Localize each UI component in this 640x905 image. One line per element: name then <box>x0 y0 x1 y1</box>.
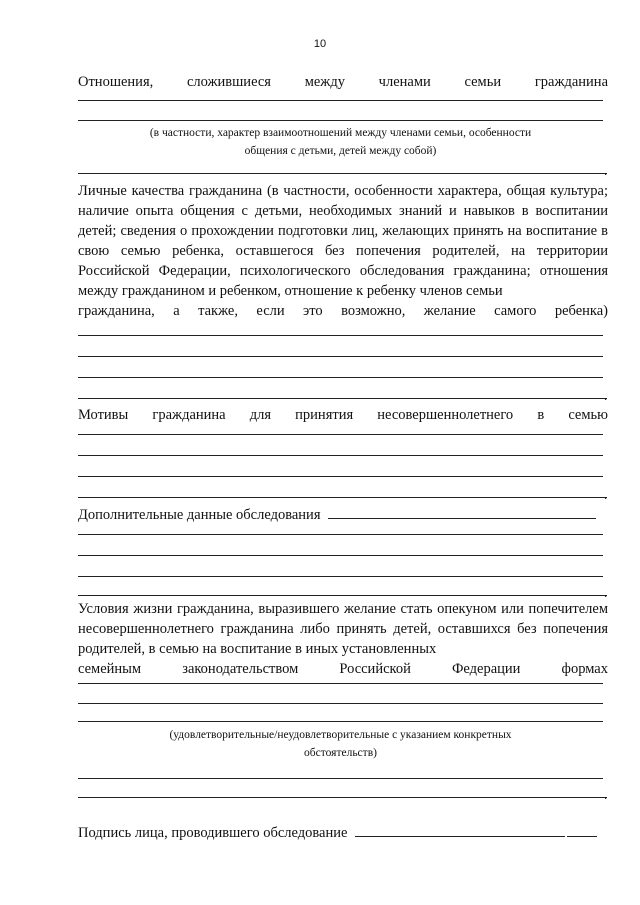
conditions-input-line-3[interactable] <box>78 721 603 722</box>
personal-input-line-3[interactable] <box>78 377 603 378</box>
motives-label: Мотивы гражданина для принятия несовершеннолетнего в семью <box>78 407 608 423</box>
personal-input-line-1[interactable] <box>78 335 603 336</box>
relations-input-line-3[interactable] <box>78 173 607 174</box>
additional-input-line-2[interactable] <box>78 555 603 556</box>
relations-label: Отношения, сложившиеся между членами семьи гражданина <box>78 74 608 90</box>
relations-input-line-1[interactable] <box>78 100 603 101</box>
relations-note-line-2: общения с детьми, детей между собой) <box>244 145 437 157</box>
conditions-text-last: семейным законодательством Российской Федерации формах <box>78 661 608 677</box>
signature-input-line-tail[interactable] <box>567 822 597 837</box>
personal-qualities-text-last: гражданина, а также, если это возможно, желание самого ребенка) <box>78 303 608 319</box>
motives-input-line-2[interactable] <box>78 455 603 456</box>
additional-input-line-3[interactable] <box>78 576 603 577</box>
relations-note <box>78 124 603 160</box>
conditions-paragraph <box>78 599 608 679</box>
conditions-note-line-2: обстоятельств) <box>304 747 377 759</box>
relations-input-line-2[interactable] <box>78 120 603 121</box>
line-end-period: . <box>604 787 608 802</box>
line-end-period: . <box>604 163 608 178</box>
personal-input-line-4[interactable] <box>78 398 607 399</box>
signature-label: Подпись лица, проводившего обследование <box>78 825 348 841</box>
additional-input-line-1[interactable] <box>78 534 603 535</box>
line-end-period: . <box>604 487 608 502</box>
signature-row <box>78 822 597 843</box>
conditions-input-line-5[interactable] <box>78 797 607 798</box>
conditions-input-line-1[interactable] <box>78 683 603 684</box>
conditions-note-line-1: (удовлетворительные/неудовлетворительные с указанием конкретных <box>169 729 512 741</box>
additional-label: Дополнительные данные обследования <box>78 507 321 523</box>
conditions-input-line-4[interactable] <box>78 778 603 779</box>
conditions-note <box>78 726 603 762</box>
motives-input-line-3[interactable] <box>78 476 603 477</box>
signature-input-line[interactable] <box>355 822 565 837</box>
personal-qualities-text: Личные качества гражданина (в частности, особенности характера, общая культура; наличие опыта общения с детьми, необходимых знаний и навыков в воспитании детей; сведения о прохождении подготовки лиц, желающих принять на воспитание в свою семью ребенка, оставшегося без попечения родителей, на территории Российской Федерации, психологического обследования гражданина; отношения между гражданином и ребенком, отношение к ребенку членов семьи <box>78 183 608 299</box>
additional-input-inline[interactable] <box>328 504 596 519</box>
additional-row <box>78 504 613 525</box>
page-number: 10 <box>313 38 327 50</box>
additional-input-line-4[interactable] <box>78 595 607 596</box>
personal-input-line-2[interactable] <box>78 356 603 357</box>
conditions-text: Условия жизни гражданина, выразившего желание стать опекуном или попечителем несовершеннолетнего гражданина либо принять детей, оставшихся без попечения родителей, в семью на воспитание в иных установленных <box>78 601 608 657</box>
motives-input-line-1[interactable] <box>78 434 603 435</box>
line-end-period: . <box>604 388 608 403</box>
line-end-period: . <box>604 585 608 600</box>
motives-input-line-4[interactable] <box>78 497 607 498</box>
conditions-input-line-2[interactable] <box>78 703 603 704</box>
personal-qualities-paragraph <box>78 181 608 321</box>
relations-note-line-1: (в частности, характер взаимоотношений между членами семьи, особенности <box>149 127 532 139</box>
